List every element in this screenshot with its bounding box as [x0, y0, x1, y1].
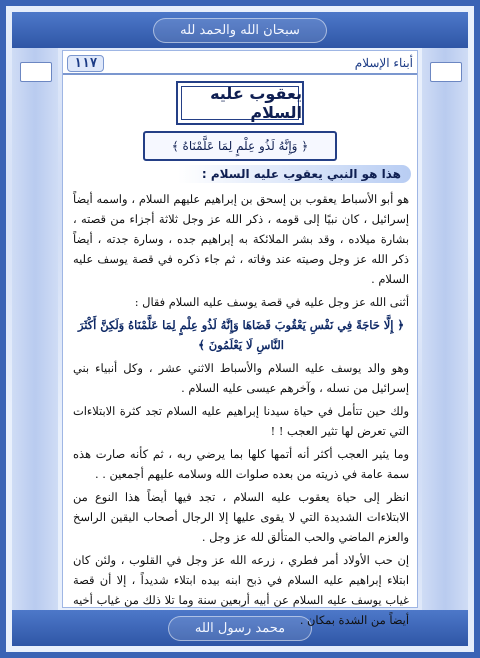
- section-heading: هذا هو النبي يعقوب عليه السلام :: [178, 165, 411, 183]
- paragraph: انظر إلى حياة يعقوب عليه السلام ، تجد فيها أيضاً هذا النوع من الابتلاءات الشديدة التي لا يقوى عليها إلا الرجال أصحاب اليقين الراسخ والعزم الماضي والحب المتألق لله عز وجل .: [73, 490, 409, 544]
- page-content: [62, 50, 418, 627]
- top-decorative-band: [12, 12, 468, 48]
- running-book-title: أبناء الإسلام: [354, 56, 413, 70]
- paragraph: أثنى الله عز وجل عليه في قصة يوسف عليه السلام فقال :: [134, 295, 409, 309]
- top-band-calligraphy: سبحان الله والحمد لله: [153, 18, 327, 43]
- open-book-icon: [430, 62, 462, 82]
- page-number: ١١٧: [67, 55, 104, 72]
- right-decorative-border: [422, 48, 468, 610]
- paragraph: وهو والد يوسف عليه السلام والأسباط الاثني عشر ، وكل أنبياء بني إسرائيل من نسله ، وآخرهم عيسى عليه السلام .: [73, 361, 409, 395]
- paragraph: وما يثير العجب أكثر أنه أتمها كلها بما يرضي ربه ، ثم كأنه صارت هذه سمة عامة في ذريته من بعده صلوات الله وسلامه عليهم أجمعين . .: [73, 447, 409, 481]
- chapter-title: يعقوب عليه السلام: [210, 84, 302, 122]
- chapter-verse: ﴿ وَإِنَّهُ لَذُو عِلْمٍ لِمَا عَلَّمْنَاهُ ﴾: [171, 139, 309, 153]
- quran-verse: ﴿ إِلَّا حَاجَةً فِي نَفْسِ يَعْقُوبَ قَضَاهَا وَإِنَّهُ لَذُو عِلْمٍ لِمَا عَلَّمْنَاهُ وَلَكِنَّ أَكْثَرَ النَّاسِ لَا يَعْلَمُونَ ﴾: [77, 318, 405, 352]
- chapter-title-box: [176, 81, 304, 125]
- body-text: [73, 189, 409, 633]
- page-header: [63, 53, 417, 75]
- chapter-verse-box: [143, 131, 337, 161]
- left-decorative-border: [12, 48, 58, 610]
- paragraph: هو أبو الأسباط يعقوب بن إسحق بن إبراهيم عليهم السلام ، واسمه أيضاً إسرائيل ، كان نبيًا إلى قومه ، ذكر الله عز وجل ثلاثة أجزاء من قصته ، بشارة ميلاده ، وقد بشر الملائكة به إبراهيم جده ، وسارة جدته ، أيضاً ذكر الله عز وجل وصيته عند وفاته ، ثم جاء ذكره في قصة يوسف عليه السلام .: [73, 192, 409, 286]
- paragraph: ولك حين تتأمل في حياة سيدنا إبراهيم عليه السلام تجد كثرة الابتلاءات التي تعرض لها تثير العجب ! !: [73, 404, 409, 438]
- paragraph: إن حب الأولاد أمر فطري ، زرعه الله عز وجل في القلوب ، ولئن كان ابتلاء إبراهيم عليه السلام في ذبح ابنه بيده ابتلاء شديداً ، إلا أن قصة غياب يوسف عليه السلام عن أبيه أربعين سنة وما تلا ذلك من غياب أخيه أيضاً من الشدة بمكان .: [73, 553, 409, 627]
- open-book-icon: [20, 62, 52, 82]
- bottom-band-calligraphy: محمد رسول الله: [168, 616, 312, 641]
